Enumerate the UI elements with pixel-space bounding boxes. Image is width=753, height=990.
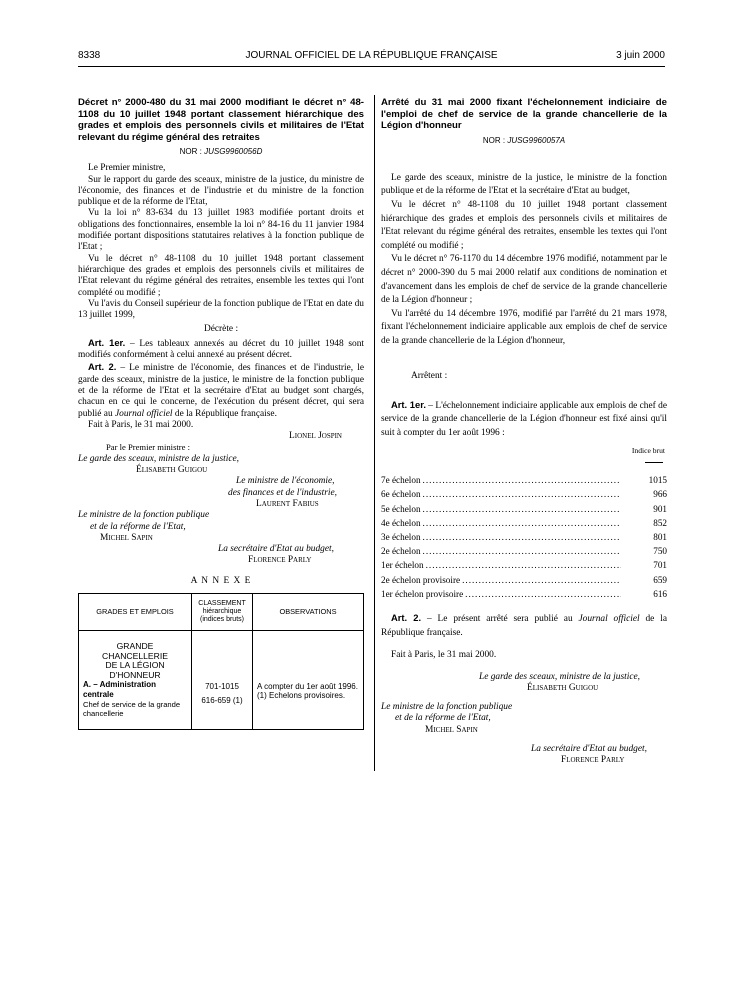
page-header — [78, 50, 665, 64]
echelon-row — [381, 530, 667, 544]
col-observations: OBSERVATIONS — [253, 593, 364, 630]
echelon-value: 1015 — [648, 475, 667, 486]
leader-dots — [462, 573, 621, 587]
arrete-title: Arrêté du 31 mai 2000 fixant l'échelonnement indiciaire de l'emploi de chef de service de la grande chancellerie de la Légion d'honneur — [381, 97, 667, 131]
echelon-label: 4e échelon — [381, 517, 421, 528]
echelon-row — [381, 544, 667, 558]
par-le-premier-ministre: Par le Premier ministre : — [106, 442, 191, 453]
signature-name: Michel Sapin — [100, 532, 153, 543]
echelon-label: 1er échelon provisoire — [381, 588, 464, 599]
article-2-text-a: – Le ministre de l'économie, des finances et de l'industrie, le garde des sceaux, ministre de la justice, le ministre de la fonction publique et de la réforme de l'Etat et la secrétaire d'Etat au budget sont chargés, chacun en ce qui le concerne, de l'exécution du présent décret, qui sera publié au — [78, 363, 364, 419]
indice-underline — [381, 456, 663, 467]
visa: Vu le décret n° 48-1108 du 10 juillet 1948 portant classement hiérarchique des grades et emplois des personnels civils et militaires de l'Etat relevant du régime général des retraites, ensemble les textes qui l'ont complété ou modifié ; — [78, 253, 364, 298]
article-1 — [381, 398, 667, 441]
echelon-label: 6e échelon — [381, 489, 421, 500]
col-grades: GRADES ET EMPLOIS — [79, 593, 192, 630]
nor-code: JUSG9960056D — [204, 147, 263, 156]
echelon-value: 750 — [653, 546, 667, 557]
echelon-label: 5e échelon — [381, 503, 421, 514]
nor-label: NOR : — [179, 147, 202, 156]
decree-title: Décret n° 2000-480 du 31 mai 2000 modifiant le décret n° 48-1108 du 10 juillet 1948 portant classement hiérarchique des grades et emplois des personnels civils et militaires de l'Etat relevant du régime général des retraites — [78, 97, 364, 143]
col-classement — [192, 593, 253, 630]
observation: A compter du 1er août 1996. — [257, 681, 358, 691]
leader-dots — [423, 473, 621, 487]
article-2-label: Art. 2. — [88, 361, 117, 373]
annexe-table — [78, 593, 364, 730]
journal-officiel-ref: Journal officiel — [114, 408, 173, 419]
article-2-text-a: – Le présent arrêté sera publié au — [421, 614, 579, 625]
premier-ministre: Le Premier ministre, — [88, 163, 166, 174]
echelon-value: 966 — [653, 489, 667, 500]
leader-dots — [423, 530, 621, 544]
visa: Vu le décret n° 76-1170 du 14 décembre 1976 modifié, notamment par le décret n° 2000-390 du 5 mai 2000 relatif aux conditions de nomination et d'avancement dans les emplois de chef de service de la grande chancellerie de la Légion d'honneur ; — [381, 254, 667, 306]
echelon-row — [381, 587, 667, 601]
signature-title: des finances et de l'industrie, — [228, 487, 338, 498]
visa: Sur le rapport du garde des sceaux, ministre de la justice, du ministre de l'économie, des finances et de l'industrie et du ministre de la fonction publique et de la réforme de l'Etat, — [78, 174, 364, 208]
article-2-text-b: de la République française. — [381, 614, 667, 638]
emploi-name: Chef de service de la grande chancellerie — [83, 699, 181, 718]
article-1-text: – Les tableaux annexés au décret du 10 juillet 1948 sont modifiés conformément à celui annexé au présent décret. — [78, 338, 364, 361]
table-row — [79, 630, 364, 729]
signer-premier-ministre: Lionel Jospin — [289, 431, 342, 442]
signature-name: Élisabeth Guigou — [136, 465, 208, 476]
indice-range: 616-659 (1) — [201, 695, 243, 705]
signature-title: La secrétaire d'Etat au budget, — [218, 544, 334, 555]
fait-a-paris: Fait à Paris, le 31 mai 2000. — [88, 419, 194, 430]
table-header-row — [79, 593, 364, 630]
article-1-label: Art. 1er. — [88, 336, 126, 348]
echelon-label: 1er échelon — [381, 560, 424, 571]
visa: Vu la loi n° 83-634 du 13 juillet 1983 modifiée portant droits et obligations des fonctionnaires, ensemble la loi n° 84-16 du 11 janvier 1984 modifiée portant dispositions statutaires relatives à la fonction publique de l'Etat ; — [78, 208, 364, 253]
col-classement-c: (indices bruts) — [200, 615, 244, 623]
annexe-heading: A N N E X E — [190, 575, 252, 586]
signature-title: Le ministre de l'économie, — [236, 476, 335, 487]
page-number: 8338 — [78, 50, 101, 61]
arrete-intro: Le garde des sceaux, ministre de la justice, le ministre de la fonction publique et de la réforme de l'Etat et la secrétaire d'Etat au budget, — [381, 172, 667, 197]
echelon-value: 801 — [653, 532, 667, 542]
col-classement-b: hiérarchique — [202, 607, 242, 615]
observation: (1) Echelons provisoires. — [257, 690, 346, 700]
echelon-value: 852 — [653, 517, 667, 528]
signature-name: Florence Parly — [561, 755, 625, 766]
col-classement-a: CLASSEMENT — [198, 599, 246, 607]
signature-title: Le ministre de la fonction publique — [381, 702, 513, 713]
column-divider — [374, 95, 375, 771]
decrete: Décrète : — [203, 324, 239, 335]
echelon-row — [381, 573, 667, 587]
leader-dots — [423, 544, 621, 558]
section-name: DE LA LÉGION D'HONNEUR — [105, 660, 165, 680]
echelon-label: 2e échelon — [381, 546, 421, 557]
subsection-name: A. – Administration centrale — [83, 680, 157, 699]
fait-a-paris: Fait à Paris, le 31 mai 2000. — [391, 650, 497, 661]
echelon-row — [381, 487, 667, 501]
article-2-label: Art. 2. — [391, 612, 422, 624]
header-rule — [78, 66, 665, 67]
arrete-nor — [381, 135, 667, 146]
signature-name: Michel Sapin — [425, 724, 478, 735]
echelon-value: 659 — [653, 574, 667, 585]
echelon-value: 616 — [653, 588, 667, 599]
leader-dots — [423, 502, 621, 516]
cell-observations — [253, 630, 364, 729]
echelon-value: 901 — [653, 503, 667, 514]
echelon-row — [381, 502, 667, 516]
signature-name: Élisabeth Guigou — [527, 682, 599, 693]
nor-label: NOR : — [482, 135, 506, 145]
article-2-text-b: de la République française. — [172, 408, 277, 419]
arretent: Arrêtent : — [411, 370, 448, 381]
signature-title: Le garde des sceaux, ministre de la justice, — [78, 453, 239, 464]
echelon-label: 7e échelon — [381, 475, 421, 486]
echelon-label: 2e échelon provisoire — [381, 574, 461, 585]
decree-column — [78, 97, 364, 730]
signature-title: et de la réforme de l'Etat, — [395, 713, 491, 724]
echelon-label: 3e échelon — [381, 532, 421, 542]
echelon-row — [381, 558, 667, 572]
nor-code: JUSG9960057A — [507, 135, 566, 145]
cell-grade — [79, 630, 192, 729]
article-1-text: – L'échelonnement indiciaire applicable aux emplois de chef de service de la grande chancellerie de la Légion d'honneur est fixé ainsi qu'il suit à compter du 1er août 1996 : — [381, 400, 667, 438]
issue-date: 3 juin 2000 — [616, 50, 665, 61]
signature-title: et de la réforme de l'Etat, — [90, 521, 186, 532]
visa: Vu le décret n° 48-1108 du 10 juillet 1948 portant classement hiérarchique des grades et emplois des personnels civils et militaires de l'Etat relevant du régime général des retraites, ensemble les textes qui l'ont complété ou modifié ; — [381, 199, 667, 251]
echelon-value: 701 — [653, 560, 667, 571]
indice-range: 701-1015 — [205, 681, 239, 691]
arrete-column — [381, 97, 667, 767]
visa: Vu l'avis du Conseil supérieur de la fonction publique de l'Etat en date du 13 juillet 1999, — [78, 298, 364, 321]
section-name: GRANDE CHANCELLERIE — [102, 640, 168, 661]
leader-dots — [465, 587, 621, 601]
leader-dots — [423, 516, 621, 530]
article-1 — [78, 337, 364, 362]
leader-dots — [423, 487, 621, 501]
journal-officiel-ref: Journal officiel — [578, 614, 640, 625]
decree-nor — [78, 146, 364, 157]
signature-title: Le ministre de la fonction publique — [78, 510, 210, 521]
article-2 — [78, 361, 364, 419]
signature-name: Laurent Fabius — [256, 498, 319, 509]
echelon-row — [381, 473, 667, 487]
indice-brut-header: Indice brut — [631, 445, 665, 455]
article-1-label: Art. 1er. — [391, 398, 426, 410]
signature-title: Le garde des sceaux, ministre de la justice, — [479, 671, 640, 682]
article-2 — [381, 611, 667, 640]
journal-title: JOURNAL OFFICIEL DE LA RÉPUBLIQUE FRANÇAISE — [245, 50, 498, 61]
leader-dots — [426, 558, 621, 572]
cell-indices — [192, 630, 253, 729]
signature-name: Florence Parly — [248, 555, 312, 566]
visa: Vu l'arrêté du 14 décembre 1976, modifié par l'arrêté du 21 mars 1978, fixant l'échelonnement indiciaire applicable aux emplois de chef de service de la grande chancellerie de la Légion d'honneur, — [381, 308, 667, 346]
signature-title: La secrétaire d'Etat au budget, — [531, 743, 647, 754]
echelon-row — [381, 516, 667, 530]
